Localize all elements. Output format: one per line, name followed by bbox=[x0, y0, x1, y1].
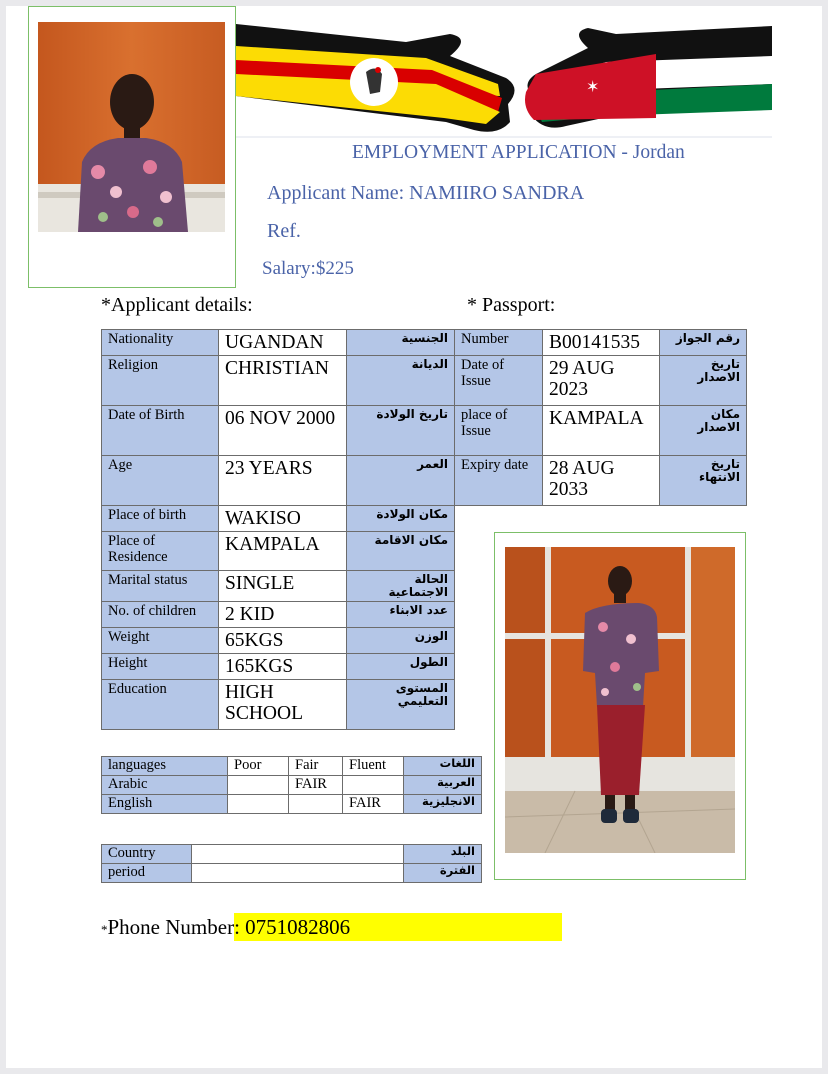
table-row bbox=[455, 456, 747, 506]
table-row bbox=[102, 654, 455, 680]
poor-column-header: Poor bbox=[228, 757, 289, 776]
fluent-column-header: Fluent bbox=[343, 757, 404, 776]
table-row bbox=[102, 506, 455, 532]
language-poor bbox=[228, 776, 289, 795]
field-label-arabic: الديانة bbox=[347, 356, 455, 406]
languages-header-label: languages bbox=[102, 757, 228, 776]
field-value: 06 NOV 2000 bbox=[219, 406, 347, 456]
table-row bbox=[102, 776, 482, 795]
field-value: 29 AUG 2023 bbox=[543, 356, 660, 406]
applicant-details-heading: *Applicant details: bbox=[101, 294, 253, 316]
applicant-details-table bbox=[101, 329, 455, 730]
field-label: Weight bbox=[102, 628, 219, 654]
field-label-arabic: الجنسية bbox=[347, 330, 455, 356]
table-row bbox=[455, 330, 747, 356]
field-label: Expiry date bbox=[455, 456, 543, 506]
field-label: place of Issue bbox=[455, 406, 543, 456]
field-label: Marital status bbox=[102, 571, 219, 602]
table-row bbox=[102, 757, 482, 776]
table-row bbox=[102, 330, 455, 356]
table-row bbox=[455, 356, 747, 406]
field-label-arabic: العمر bbox=[347, 456, 455, 506]
fair-column-header: Fair bbox=[289, 757, 343, 776]
document-title: EMPLOYMENT APPLICATION - Jordan bbox=[352, 142, 685, 163]
field-label-arabic: الطول bbox=[347, 654, 455, 680]
field-label: No. of children bbox=[102, 602, 219, 628]
field-value: UGANDAN bbox=[219, 330, 347, 356]
field-label: Height bbox=[102, 654, 219, 680]
table-row bbox=[102, 845, 482, 864]
languages-header-arabic: اللغات bbox=[404, 757, 482, 776]
field-label: Nationality bbox=[102, 330, 219, 356]
field-value: WAKISO bbox=[219, 506, 347, 532]
field-value: HIGH SCHOOL bbox=[219, 680, 347, 730]
phone-label: Phone Number bbox=[107, 915, 235, 939]
table-row bbox=[102, 864, 482, 883]
field-label: Country bbox=[102, 845, 192, 864]
field-label: Religion bbox=[102, 356, 219, 406]
language-fluent: FAIR bbox=[343, 795, 404, 814]
field-label: Education bbox=[102, 680, 219, 730]
field-value: SINGLE bbox=[219, 571, 347, 602]
phone-asterisk: * bbox=[101, 922, 108, 937]
phone-number-value: : 0751082806 bbox=[234, 913, 562, 941]
field-value: 65KGS bbox=[219, 628, 347, 654]
field-label-arabic: البلد bbox=[404, 845, 482, 864]
field-label-arabic: الفترة bbox=[404, 864, 482, 883]
applicant-name: Applicant Name: NAMIIRO SANDRA bbox=[267, 182, 585, 204]
field-value bbox=[192, 845, 404, 864]
language-fair bbox=[289, 795, 343, 814]
field-value: 23 YEARS bbox=[219, 456, 347, 506]
field-value: 165KGS bbox=[219, 654, 347, 680]
table-row bbox=[102, 456, 455, 506]
field-value: 28 AUG 2033 bbox=[543, 456, 660, 506]
field-label: Age bbox=[102, 456, 219, 506]
table-row bbox=[102, 602, 455, 628]
languages-table bbox=[101, 756, 482, 814]
experience-table bbox=[101, 844, 482, 883]
portrait-photo-frame bbox=[28, 6, 236, 288]
salary: Salary:$225 bbox=[262, 258, 354, 279]
svg-text:✶: ✶ bbox=[586, 77, 600, 96]
uganda-jordan-handshake-banner bbox=[236, 12, 772, 138]
table-row bbox=[102, 795, 482, 814]
full-body-photo bbox=[505, 547, 735, 853]
field-label-arabic: المستوى التعليمي bbox=[347, 680, 455, 730]
table-row bbox=[102, 628, 455, 654]
full-body-photo-frame bbox=[494, 532, 746, 880]
field-label-arabic: تاريخ الانتهاء bbox=[660, 456, 747, 506]
field-label-arabic: عدد الابناء bbox=[347, 602, 455, 628]
language-name: English bbox=[102, 795, 228, 814]
language-fluent bbox=[343, 776, 404, 795]
field-label: period bbox=[102, 864, 192, 883]
portrait-photo bbox=[38, 22, 225, 232]
field-label-arabic: تاريخ الولادة bbox=[347, 406, 455, 456]
field-label: Date of Birth bbox=[102, 406, 219, 456]
passport-table bbox=[454, 329, 747, 506]
table-row bbox=[102, 356, 455, 406]
field-label: Place of Residence bbox=[102, 532, 219, 571]
table-row bbox=[455, 406, 747, 456]
field-label-arabic: تاريخ الاصدار bbox=[660, 356, 747, 406]
table-row bbox=[102, 571, 455, 602]
table-row bbox=[102, 532, 455, 571]
language-fair: FAIR bbox=[289, 776, 343, 795]
field-value: B00141535 bbox=[543, 330, 660, 356]
field-label-arabic: مكان الاصدار bbox=[660, 406, 747, 456]
field-value: KAMPALA bbox=[219, 532, 347, 571]
field-value bbox=[192, 864, 404, 883]
field-label-arabic: رقم الجواز bbox=[660, 330, 747, 356]
language-name: Arabic bbox=[102, 776, 228, 795]
reference: Ref. bbox=[267, 220, 301, 242]
field-label: Date of Issue bbox=[455, 356, 543, 406]
field-label-arabic: مكان الاقامة bbox=[347, 532, 455, 571]
language-name-arabic: العربية bbox=[404, 776, 482, 795]
field-label: Place of birth bbox=[102, 506, 219, 532]
field-label: Number bbox=[455, 330, 543, 356]
field-label-arabic: الحالة الاجتماعية bbox=[347, 571, 455, 602]
passport-heading: * Passport: bbox=[467, 294, 556, 316]
field-value: 2 KID bbox=[219, 602, 347, 628]
application-page bbox=[6, 6, 822, 1068]
field-label-arabic: مكان الولادة bbox=[347, 506, 455, 532]
table-row bbox=[102, 406, 455, 456]
phone-number-line bbox=[101, 913, 562, 944]
language-poor bbox=[228, 795, 289, 814]
field-value: KAMPALA bbox=[543, 406, 660, 456]
language-name-arabic: الانجليزية bbox=[404, 795, 482, 814]
table-row bbox=[102, 680, 455, 730]
field-value: CHRISTIAN bbox=[219, 356, 347, 406]
field-label-arabic: الوزن bbox=[347, 628, 455, 654]
